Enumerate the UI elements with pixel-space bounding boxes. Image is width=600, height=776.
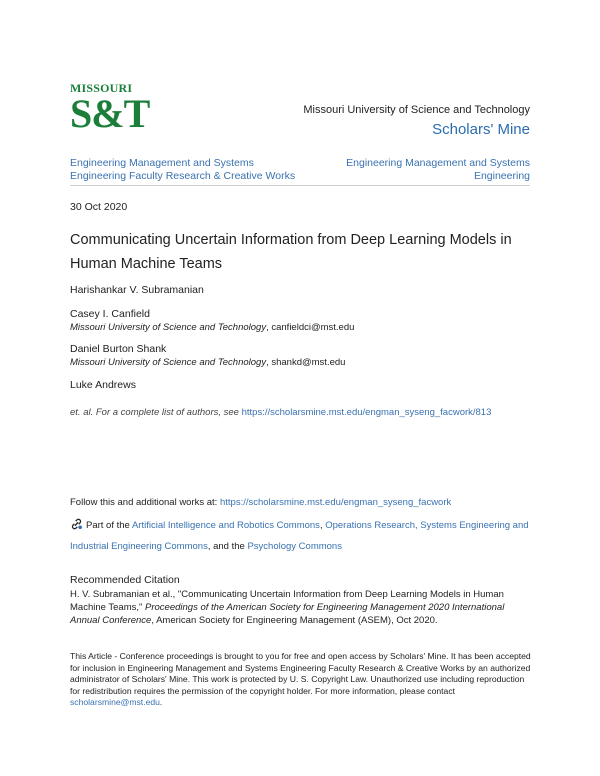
author-1 [70, 284, 204, 297]
contact-email-link[interactable]: scholarsmine@mst.edu [70, 697, 160, 707]
publication-date: 30 Oct 2020 [70, 201, 128, 213]
author-affiliation: Missouri University of Science and Technology [70, 357, 267, 368]
logo-top-text: MISSOURI [70, 81, 133, 95]
link-chain-icon [70, 518, 83, 530]
author-name: Luke Andrews [70, 379, 136, 391]
etal-text: et. al. For a complete list of authors, see [70, 407, 242, 418]
citation-heading: Recommended Citation [70, 574, 180, 586]
author-name: Daniel Burton Shank [70, 343, 167, 355]
commons-link-operations-research[interactable]: Operations Research, Systems Engineering and Industrial Engineering Commons [70, 520, 529, 552]
logo-main-text: S&T [70, 91, 150, 136]
collection-link-left[interactable] [70, 157, 320, 183]
notice-text: This Article - Conference proceedings is brought to you for free and open access by Scholars' Mine. It has been accepted for inclusion in Engineering Management and Systems Engineering Faculty Research & Creative Works by an authorized administrator of Scholars' Mine. This work is protected by U. S. Copyright Law. Unauthorized use including reproduction for redistribution requires the permission of the copyright holder. For more information, please contact [70, 651, 531, 696]
collection-url-link[interactable]: https://scholarsmine.mst.edu/engman_syseng_facwork [219, 497, 452, 508]
author-name: Casey I. Canfield [70, 308, 150, 320]
notice-end: . [159, 697, 163, 707]
author-4 [70, 379, 136, 392]
citation-venue: Proceedings of the American Society for Engineering Management 2020 International Annual Conference [70, 602, 505, 626]
commons-link-ai-robotics[interactable]: Artificial Intelligence and Robotics Commons [131, 520, 320, 531]
citation-part2: , American Society for Engineering Management (ASEM), Oct 2020. [151, 615, 438, 626]
authors-list-link[interactable]: https://scholarsmine.mst.edu/engman_syseng_facwork/813 [241, 407, 492, 418]
part-of-sep2: , and the [207, 541, 248, 552]
part-of-prefix: Part of the [86, 520, 132, 531]
etal-note [70, 407, 540, 418]
author-affiliation: Missouri University of Science and Technology [70, 322, 267, 333]
collection-link-right[interactable] [310, 157, 530, 183]
part-of-sep1: , [319, 520, 326, 531]
document-title: Communicating Uncertain Information from Deep Learning Models in Human Machine Teams [70, 232, 512, 272]
collection-right-line1[interactable]: Engineering Management and Systems [346, 157, 530, 169]
author-3 [70, 343, 345, 369]
author-name: Harishankar V. Subramanian [70, 284, 204, 296]
author-email: , shankd@mst.edu [266, 357, 346, 368]
follow-line [70, 497, 451, 508]
collection-left-line2[interactable]: Engineering Faculty Research & Creative Works [70, 170, 296, 182]
author-email: , canfieldci@mst.edu [266, 322, 355, 333]
follow-text: Follow this and additional works at: [70, 497, 220, 508]
part-of-line [70, 515, 540, 557]
author-2 [70, 308, 354, 334]
access-notice [70, 651, 532, 709]
header-divider [70, 185, 530, 186]
collection-left-line1[interactable]: Engineering Management and Systems [70, 157, 254, 169]
collection-right-line2[interactable]: Engineering [473, 170, 530, 182]
repository-link[interactable]: Scholars' Mine [432, 121, 530, 138]
institution-name: Missouri University of Science and Technology [303, 104, 530, 116]
citation-part1: H. V. Subramanian et al., "Communicating Uncertain Information from Deep Learning Models in Human Machine Teams," [70, 589, 504, 613]
citation-body [70, 588, 532, 627]
commons-link-psychology[interactable]: Psychology Commons [247, 541, 342, 552]
missouri-st-logo [70, 81, 150, 142]
